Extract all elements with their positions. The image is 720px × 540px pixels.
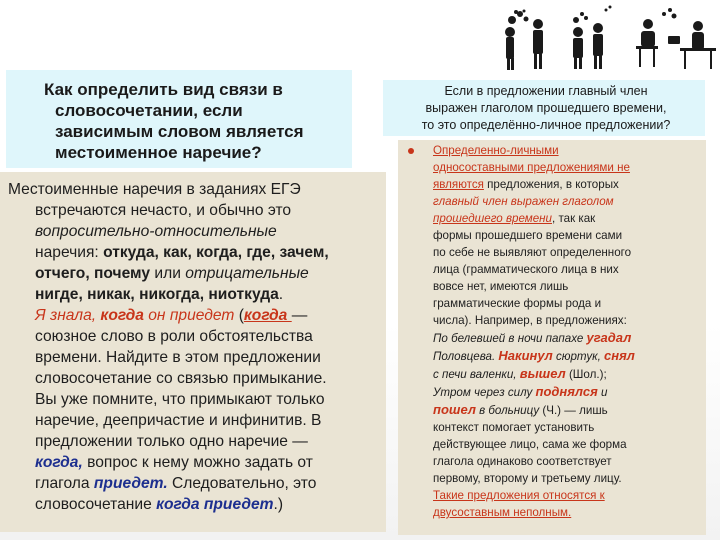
keyword: приедет. — [93, 475, 168, 492]
text-line: грамматические формы рода и — [433, 297, 602, 310]
verb-highlight: пошел — [433, 402, 476, 417]
text-line — [8, 473, 384, 494]
text-line: Местоименные наречия в заданиях ЕГЭ — [8, 181, 301, 198]
text-line: встречаются нечасто, и обычно это — [35, 202, 292, 219]
text-line: контекст помогает установить — [433, 421, 595, 434]
rule-line: Если в предложении главный член — [444, 84, 648, 98]
text-run: сюртук, — [552, 350, 605, 363]
example-text: он приедет — [143, 307, 235, 324]
text-line: действующее лицо, сама же форма — [433, 438, 627, 451]
verb-highlight: вышел — [519, 366, 566, 381]
bullet-panel — [398, 140, 706, 535]
text-line: по себе не выявляют определенного — [433, 246, 632, 259]
question-box — [6, 70, 352, 168]
text-run: словосочетание — [35, 496, 157, 513]
text-line: наречие, деепричастие и инфинитив. В — [35, 412, 322, 429]
text-line: первому, второму и третьему лицу. — [433, 472, 622, 485]
rule-line: то это определённо-личное предложении? — [421, 118, 671, 132]
text-line — [8, 494, 384, 515]
adverb-list: откуда, как, когда, где, зачем, — [103, 244, 329, 261]
example-keyword: когда — [100, 307, 144, 324]
text-line: Вы уже помните, что примыкают только — [35, 391, 325, 408]
verb-highlight: снял — [604, 348, 635, 363]
text-run: (Ч.) — лишь — [539, 404, 608, 417]
text-line — [433, 347, 703, 365]
adverb-list: отчего, почему — [35, 265, 151, 282]
text-line — [8, 284, 384, 305]
text-line: числа). Например, в предложениях: — [433, 314, 627, 327]
bullet-icon — [408, 148, 414, 154]
verb-highlight: поднялся — [535, 384, 598, 399]
question-line: местоименное наречие? — [55, 143, 262, 162]
text-line — [433, 210, 703, 227]
question-line: зависимым словом является — [55, 122, 304, 141]
text-line: односоставными предложениями не — [433, 161, 630, 174]
text-line: союзное слово в роли обстоятельства — [35, 328, 313, 345]
text-run: ( — [234, 307, 244, 324]
explanation-panel — [0, 172, 386, 532]
text-run: глагола — [35, 475, 94, 492]
text-run: Утром через силу — [433, 386, 536, 399]
text-run: По белевшей в ночи папахе — [433, 332, 587, 345]
keyword: когда, — [35, 454, 83, 471]
text-line: двусоставным неполным. — [433, 506, 572, 519]
text-run: отрицательные — [185, 265, 309, 282]
text-line — [433, 176, 703, 193]
text-line: Определенно-личными — [433, 144, 559, 157]
text-run: предложения, в которых — [483, 178, 619, 191]
text-line: предложении только одно наречие — — [35, 433, 308, 450]
text-run: и — [597, 386, 608, 399]
text-run: . — [278, 286, 284, 303]
text-line — [433, 401, 703, 419]
text-line — [8, 242, 384, 263]
text-run: — — [291, 307, 308, 324]
text-run: с печи валенки, — [433, 368, 520, 381]
explanation-text — [8, 179, 384, 515]
text-line: вовсе нет, имеются лишь — [433, 280, 569, 293]
text-line: главный член выражен глаголом — [433, 195, 614, 208]
rule-line: выражен глаголом прошедшего времени, — [425, 101, 667, 115]
text-run: являются — [433, 178, 484, 191]
text-line: словосочетание со связью примыкание. — [35, 370, 327, 387]
question-line: словосочетании, если — [55, 101, 243, 120]
people-silhouettes-icon — [498, 2, 720, 72]
verb-highlight: Накинул — [498, 348, 553, 363]
question-line: Как определить вид связи в — [44, 80, 283, 99]
text-line — [433, 383, 703, 401]
text-run: Следовательно, это — [167, 475, 317, 492]
text-run: или — [150, 265, 186, 282]
text-line — [8, 263, 384, 284]
text-run: вопрос к нему можно задать от — [82, 454, 313, 471]
text-line — [433, 365, 703, 383]
text-line: формы прошедшего времени сами — [433, 229, 623, 242]
text-line — [433, 329, 703, 347]
text-run: наречия: — [35, 244, 104, 261]
text-run: , так как — [552, 212, 596, 225]
bullet-text — [433, 142, 703, 521]
text-line: глагола одинаково соответствует — [433, 455, 612, 468]
example-text: Я знала, — [35, 307, 101, 324]
rule-box — [383, 80, 705, 136]
text-run: (Шол.); — [565, 368, 607, 381]
text-line: времени. Найдите в этом предложении — [35, 349, 321, 366]
text-line: лица (грамматического лица в них — [433, 263, 619, 276]
text-run: в больницу — [475, 404, 540, 417]
example-keyword: когда — [243, 307, 292, 324]
text-line — [8, 452, 384, 473]
text-run: .) — [273, 496, 284, 513]
adverb-list: нигде, никак, никогда, ниоткуда — [35, 286, 279, 303]
keyword: когда приедет — [156, 496, 274, 513]
example-line — [8, 305, 384, 326]
verb-highlight: угадал — [586, 330, 632, 345]
text-run: прошедшего времени — [433, 212, 552, 225]
text-line: Такие предложения относятся к — [433, 489, 605, 502]
text-line: вопросительно-относительные — [35, 223, 277, 240]
text-run: Половцева. — [433, 350, 499, 363]
